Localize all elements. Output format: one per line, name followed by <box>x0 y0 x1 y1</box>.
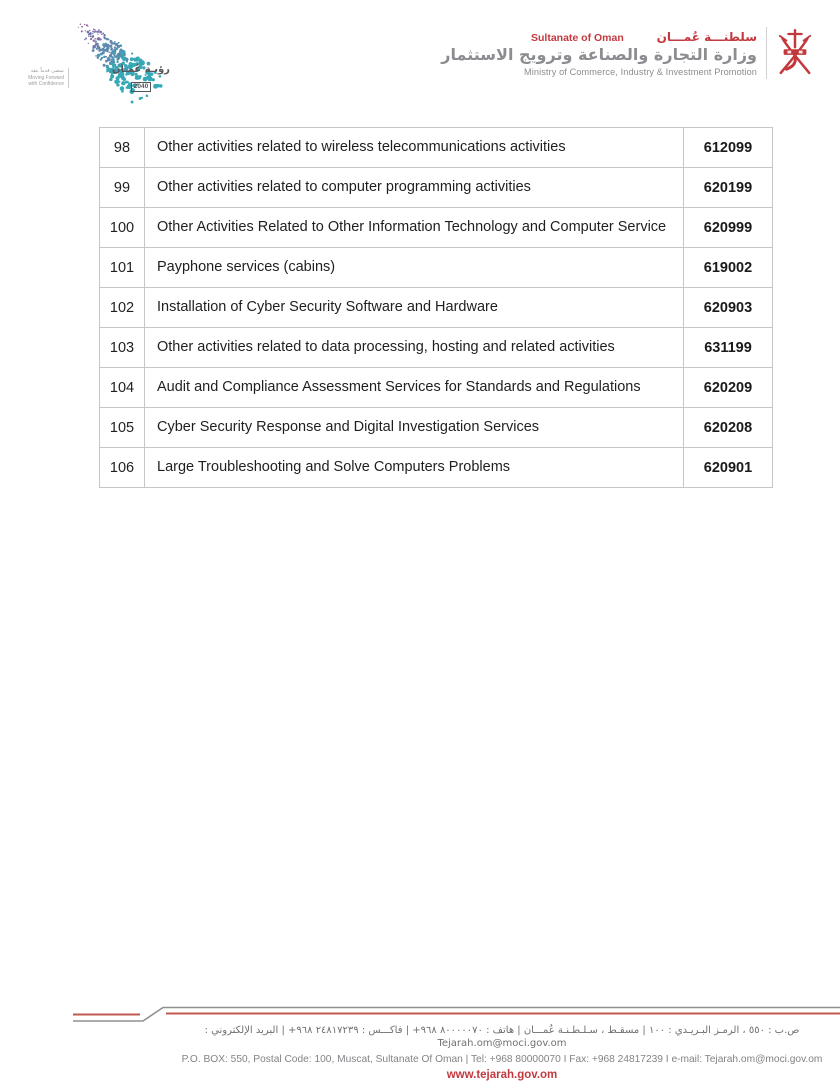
row-number: 105 <box>100 408 145 448</box>
row-number: 104 <box>100 368 145 408</box>
oman-national-emblem-icon <box>776 24 814 82</box>
table-row <box>100 168 773 208</box>
activity-code: 620901 <box>684 448 773 488</box>
row-number: 98 <box>100 128 145 168</box>
activity-description: Cyber Security Response and Digital Investigation Services <box>145 408 684 448</box>
vision-caption-english-2: with Confidence <box>28 81 64 87</box>
row-number: 99 <box>100 168 145 208</box>
vision-wordmark-year: 2040 <box>131 82 151 92</box>
vision-caption-arabic: نمضي قدماً بثقة <box>30 68 64 74</box>
activity-description: Audit and Compliance Assessment Services for Standards and Regulations <box>145 368 684 408</box>
header-vertical-divider <box>766 27 767 79</box>
table-row <box>100 328 773 368</box>
footer-contact-english: P.O. BOX: 550, Postal Code: 100, Muscat, Sultanate Of Oman | Tel: +968 80000070 I Fax: +968 24817239 I e-mail: Tejarah.om@moci.gov.om <box>181 1054 823 1065</box>
activity-code: 631199 <box>684 328 773 368</box>
activity-code: 620199 <box>684 168 773 208</box>
row-number: 103 <box>100 328 145 368</box>
table-row <box>100 208 773 248</box>
activity-code: 619002 <box>684 248 773 288</box>
sultanate-line <box>531 30 757 44</box>
footer-website-link: www.tejarah.gov.om <box>446 1069 558 1081</box>
activity-code: 620999 <box>684 208 773 248</box>
row-number: 102 <box>100 288 145 328</box>
activity-description: Other activities related to wireless telecommunications activities <box>145 128 684 168</box>
ministry-name-english: Ministry of Commerce, Industry & Investment Promotion <box>523 66 757 77</box>
vision-wordmark-arabic: رؤيـة عُمـان <box>112 64 170 75</box>
sultanate-of-oman-en: Sultanate of Oman <box>531 31 624 44</box>
table-row <box>100 448 773 488</box>
ministry-header <box>441 24 814 82</box>
footer-contact-block <box>168 1024 836 1081</box>
row-number: 100 <box>100 208 145 248</box>
activity-description: Other activities related to data processing, hosting and related activities <box>145 328 684 368</box>
activity-code: 620903 <box>684 288 773 328</box>
footer-contact-arabic: ص.ب : ٥٥٠ ، الرمـز البـريـدي : ١٠٠ | مسقـط ، سـلـطـنـة عُمـــان | هاتف : ٨٠٠٠٠٠٧٠ ٩٦٨+ | فاكـــس : ٢٤٨١٧٢٣٩ ٩٦٨+ | البريد الإلكتروني : Tejarah.om@moci.gov.om <box>204 1025 800 1049</box>
ministry-name-arabic: وزارة التجارة والصناعة وترويج الاستثمار <box>441 44 757 64</box>
activity-description: Payphone services (cabins) <box>145 248 684 288</box>
activity-code: 620208 <box>684 408 773 448</box>
vision-logo-caption <box>26 68 69 88</box>
table-row <box>100 368 773 408</box>
table-row <box>100 288 773 328</box>
row-number: 106 <box>100 448 145 488</box>
table-row <box>100 248 773 288</box>
row-number: 101 <box>100 248 145 288</box>
vision-caption-english-1: Moving Forward <box>28 74 64 81</box>
ministry-textblock <box>441 30 757 77</box>
activity-description: Other Activities Related to Other Information Technology and Computer Service <box>145 208 684 248</box>
vision-wordmark <box>112 64 170 93</box>
vision-2040-logo <box>24 8 194 112</box>
activity-code: 620209 <box>684 368 773 408</box>
activity-description: Installation of Cyber Security Software and Hardware <box>145 288 684 328</box>
activity-codes-table <box>99 127 773 488</box>
vision-2040-dots-icon <box>38 10 188 114</box>
activity-description: Other activities related to computer programming activities <box>145 168 684 208</box>
table-row <box>100 128 773 168</box>
activity-code: 612099 <box>684 128 773 168</box>
table-row <box>100 408 773 448</box>
sultanate-of-oman-ar: سلطنـــة عُمـــان <box>656 29 757 44</box>
activity-description: Large Troubleshooting and Solve Computers Problems <box>145 448 684 488</box>
